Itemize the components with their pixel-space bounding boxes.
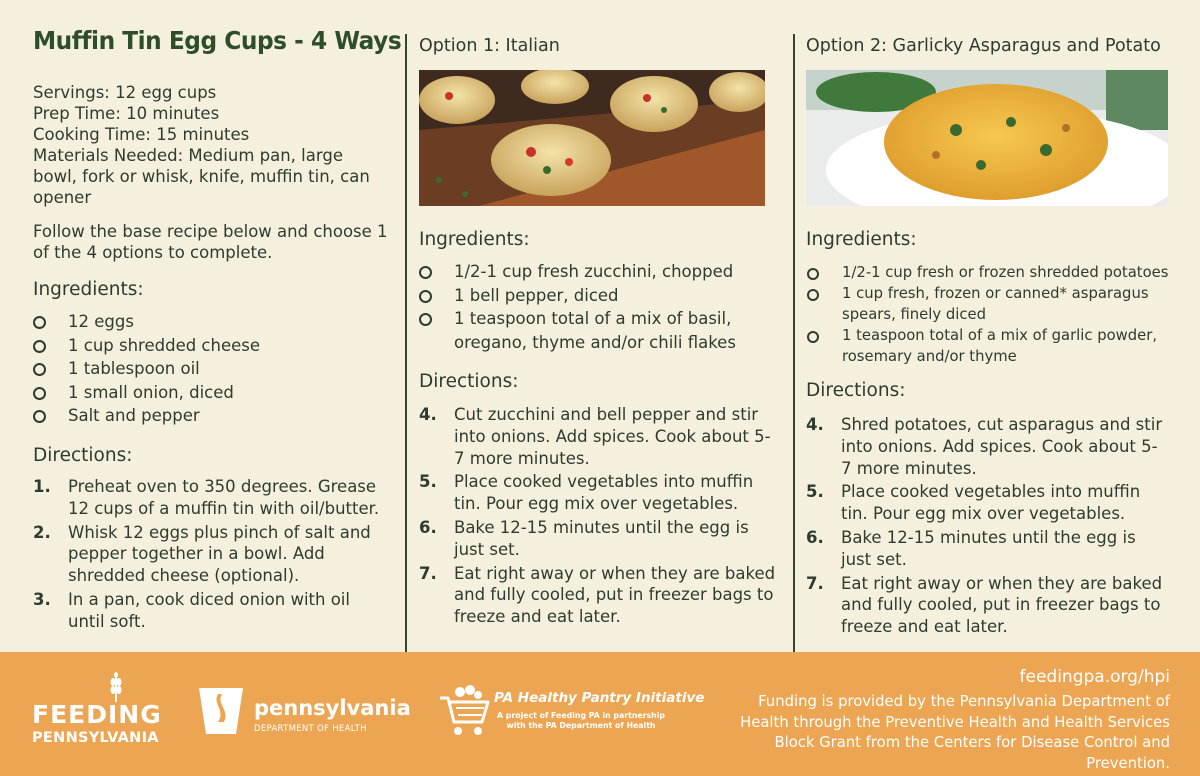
intro-text: Follow the base recipe below and choose 1 of the 4 options to complete. (33, 222, 388, 262)
list-item: 1/2-1 cup fresh or frozen shredded potatoes (806, 262, 1176, 283)
meta-prep-time: Prep Time: 10 minutes (33, 104, 220, 123)
option1-ingredients-list (419, 260, 774, 354)
keystone-icon (196, 686, 246, 736)
base-directions-heading: Directions: (33, 445, 133, 466)
list-item: 1 cup fresh, frozen or canned* asparagus spears, finely diced (806, 283, 1176, 325)
circle-bullet-icon (33, 340, 46, 353)
direction-step: 4. Shred potatoes, cut asparagus and stir into onions. Add spices. Cook about 5-7 more minutes. (806, 415, 1163, 478)
wheat-icon (108, 672, 124, 702)
direction-step: 5. Place cooked vegetables into muffin tin. Pour egg mix over vegetables. (806, 482, 1141, 524)
option2-title: Option 2: Garlicky Asparagus and Potato (806, 36, 1161, 56)
direction-step: 7. Eat right away or when they are baked and fully cooled, put in freezer bags to freeze and eat later. (806, 573, 1163, 637)
option1-directions-list (419, 404, 777, 630)
circle-bullet-icon (419, 290, 432, 303)
base-ingredients-list (33, 310, 393, 428)
option2-directions-list (806, 414, 1164, 640)
feeding-pennsylvania-logo: FEEDING PENNSYLVANIA (32, 688, 167, 752)
list-item: Salt and pepper (33, 404, 393, 428)
list-item: 1 teaspoon total of a mix of basil, oregano, thyme and/or chili flakes (419, 307, 774, 354)
option2-directions-heading: Directions: (806, 380, 906, 401)
shopping-cart-icon (438, 682, 492, 738)
direction-step: 6. Bake 12-15 minutes until the egg is just set. (806, 527, 1136, 569)
page-title: Muffin Tin Egg Cups - 4 Ways (33, 26, 402, 55)
option2-ingredients-list (806, 262, 1176, 367)
footer-banner (0, 652, 1200, 776)
direction-step: 3. In a pan, cook diced onion with oil until soft. (33, 589, 350, 631)
column-divider (793, 34, 795, 652)
meta-cooking-time: Cooking Time: 15 minutes (33, 125, 250, 144)
option1-title: Option 1: Italian (419, 36, 560, 56)
circle-bullet-icon (419, 313, 432, 326)
column-divider (405, 34, 407, 652)
circle-bullet-icon (33, 410, 46, 423)
direction-step: 5. Place cooked vegetables into muffin tin. Pour egg mix over vegetables. (419, 472, 754, 514)
option2-column (796, 0, 1200, 652)
circle-bullet-icon (33, 387, 46, 400)
option2-ingredients-heading: Ingredients: (806, 229, 917, 250)
option1-column (408, 0, 793, 652)
list-item: 1/2-1 cup fresh zucchini, chopped (419, 260, 774, 284)
base-recipe-column (0, 0, 405, 652)
circle-bullet-icon (33, 316, 46, 329)
list-item: 1 bell pepper, diced (419, 284, 774, 308)
circle-bullet-icon (807, 289, 819, 301)
website-link[interactable]: feedingpa.org/hpi (1019, 667, 1170, 687)
base-ingredients-heading: Ingredients: (33, 279, 144, 300)
direction-step: 6. Bake 12-15 minutes until the egg is just set. (419, 517, 749, 559)
direction-step: 7. Eat right away or when they are baked and fully cooled, put in freezer bags to freeze and eat later. (419, 563, 776, 627)
circle-bullet-icon (419, 266, 432, 279)
direction-step: 2. Whisk 12 eggs plus pinch of salt and pepper together in a bowl. Add shredded cheese (optional). (33, 522, 371, 586)
list-item: 1 teaspoon total of a mix of garlic powder, rosemary and/or thyme (806, 325, 1176, 367)
meta-servings: Servings: 12 egg cups (33, 83, 217, 102)
meta-materials: Materials Needed: Medium pan, large bowl, fork or whisk, knife, muffin tin, can opener (33, 146, 370, 207)
list-item: 1 tablespoon oil (33, 357, 393, 381)
direction-step: 1. Preheat oven to 350 degrees. Grease 12 cups of a muffin tin with oil/butter. (33, 477, 380, 518)
list-item: 12 eggs (33, 310, 393, 334)
list-item: 1 small onion, diced (33, 381, 393, 405)
circle-bullet-icon (807, 331, 819, 343)
pennsylvania-department-of-health-logo: pennsylvania DEPARTMENT OF HEALTH (196, 684, 396, 740)
pa-healthy-pantry-initiative-logo: PA Healthy Pantry Initiative A project of Feeding PA in partnership with the PA Department of Health (438, 680, 678, 744)
recipe-meta (33, 82, 388, 208)
direction-step: 4. Cut zucchini and bell pepper and stir into onions. Add spices. Cook about 5-7 more minutes. (419, 405, 771, 468)
option1-ingredients-heading: Ingredients: (419, 229, 530, 250)
circle-bullet-icon (33, 363, 46, 376)
list-item: 1 cup shredded cheese (33, 334, 393, 358)
italian-egg-cups-photo (419, 70, 765, 206)
base-directions-list (33, 476, 391, 635)
circle-bullet-icon (807, 268, 819, 280)
asparagus-potato-egg-cup-photo (806, 70, 1168, 206)
funding-statement: Funding is provided by the Pennsylvania Department of Health through the Preventive Health and Health Services Block Grant from the Centers for Disease Control and Prevention. (740, 693, 1170, 772)
option1-directions-heading: Directions: (419, 371, 519, 392)
